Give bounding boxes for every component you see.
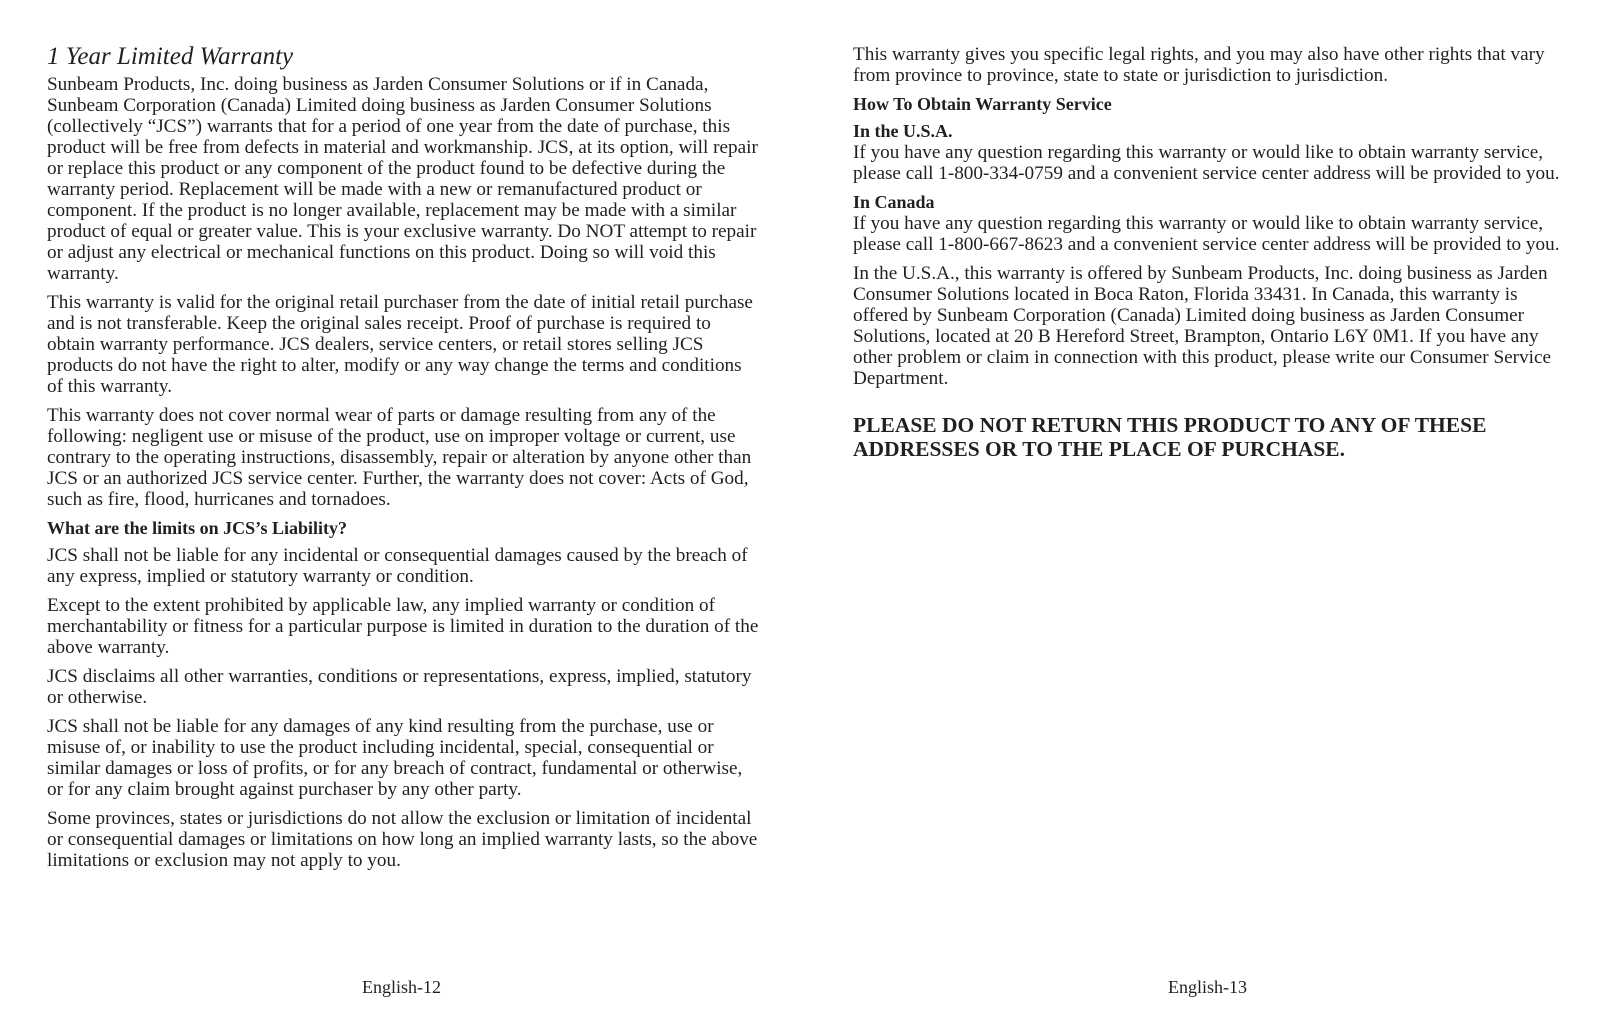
canada-heading: In Canada <box>853 192 935 212</box>
warranty-title: 1 Year Limited Warranty <box>47 43 294 70</box>
canada-service-paragraph: If you have any question regarding this warranty or would like to obtain warranty service, please call 1-800-667-8623 and a convenient service center address will be provided to you. <box>853 213 1560 255</box>
offeror-paragraph: In the U.S.A., this warranty is offered by Sunbeam Products, Inc. doing business as Jarden Consumer Solutions located in Boca Raton, Florida 33431. In Canada, this warranty is offered by Sunbeam Corporation (Canada) Limited doing business as Jarden Consumer Solutions, located at 20 B Hereford Street, Brampton, Ontario L6Y 0M1. If you have any other problem or claim in connection with this product, please write our Consumer Service Department. <box>853 263 1552 389</box>
liability-paragraph-damages: JCS shall not be liable for any damages of any kind resulting from the purchase, use or misuse of, or inability to use the product including incidental, special, consequential or similar damages or loss of profits, or for any breach of contract, fundamental or otherwise, or for any claim brought against purchaser by any other party. <box>47 716 743 800</box>
liability-paragraph-incidental: JCS shall not be liable for any incidental or consequential damages caused by the breach of any express, implied or statutory warranty or condition. <box>47 545 748 587</box>
do-not-return-notice: PLEASE DO NOT RETURN THIS PRODUCT TO ANY OF THESE ADDRESSES OR TO THE PLACE OF PURCHASE. <box>853 413 1487 461</box>
liability-paragraph-implied: Except to the extent prohibited by applicable law, any implied warranty or condition of merchantability or fitness for a particular purpose is limited in duration to the duration of the above warranty. <box>47 595 759 658</box>
warranty-coverage-paragraph: Sunbeam Products, Inc. doing business as Jarden Consumer Solutions or if in Canada, Sunbeam Corporation (Canada) Limited doing business as Jarden Consumer Solutions (collectively “JCS”) warrants that for a period of one year from the date of purchase, this product will be free from defects in material and workmanship. JCS, at its option, will repair or replace this product or any component of the product found to be defective during the warranty period. Replacement will be made with a new or remanufactured product or component. If the product is no longer available, replacement may be made with a similar product of equal or greater value. This is your exclusive warranty. Do NOT attempt to repair or adjust any electrical or mechanical functions on this product. Doing so will void this warranty. <box>47 74 758 284</box>
warranty-validity-paragraph: This warranty is valid for the original retail purchaser from the date of initial retail purchase and is not transferable. Keep the original sales receipt. Proof of purchase is required to obtain warranty performance. JCS dealers, service centers, or retail stores selling JCS products do not have the right to alter, modify or any way change the terms and conditions of this warranty. <box>47 292 753 397</box>
liability-paragraph-jurisdictions: Some provinces, states or jurisdictions do not allow the exclusion or limitation of incidental or consequential damages or limitations on how long an implied warranty lasts, so the above limitations or exclusion may not apply to you. <box>47 808 758 871</box>
liability-heading: What are the limits on JCS’s Liability? <box>47 518 348 538</box>
usa-service-paragraph: If you have any question regarding this warranty or would like to obtain warranty service, please call 1-800-334-0759 and a convenient service center address will be provided to you. <box>853 142 1560 184</box>
page-number-right: English-13 <box>1168 977 1247 997</box>
right-page <box>853 44 1563 461</box>
legal-rights-paragraph: This warranty gives you specific legal rights, and you may also have other rights that vary from province to province, state to state or jurisdiction to jurisdiction. <box>853 44 1545 86</box>
page-number-left: English-12 <box>362 977 441 997</box>
usa-heading: In the U.S.A. <box>853 121 953 141</box>
left-page <box>47 42 762 879</box>
liability-paragraph-disclaimer: JCS disclaims all other warranties, conditions or representations, express, implied, statutory or otherwise. <box>47 666 752 708</box>
service-heading: How To Obtain Warranty Service <box>853 94 1112 114</box>
warranty-exclusions-paragraph: This warranty does not cover normal wear of parts or damage resulting from any of the following: negligent use or misuse of the product, use on improper voltage or current, use contrary to the operating instructions, disassembly, repair or alteration by anyone other than JCS or an authorized JCS service center. Further, the warranty does not cover: Acts of God, such as fire, flood, hurricanes and tornadoes. <box>47 405 752 510</box>
